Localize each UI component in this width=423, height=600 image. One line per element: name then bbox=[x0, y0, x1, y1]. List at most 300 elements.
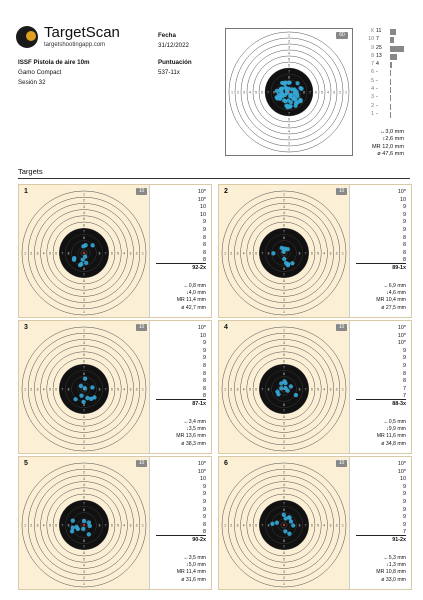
ring-number: 7 bbox=[261, 387, 264, 392]
ring-number: 1 bbox=[83, 582, 85, 587]
shot-score: 10* bbox=[397, 325, 406, 331]
ring-number: 1 bbox=[142, 387, 144, 392]
series-stat: ↓4,0 mm bbox=[186, 290, 206, 297]
ring-number: 7 bbox=[309, 90, 311, 95]
ring-number: 2 bbox=[283, 304, 285, 308]
ring-number: 7 bbox=[283, 229, 285, 234]
ring-number: 2 bbox=[283, 470, 285, 475]
score-panel bbox=[150, 457, 211, 589]
ring-number: 5 bbox=[83, 285, 85, 290]
histogram-row bbox=[366, 103, 410, 111]
score-panel bbox=[350, 457, 411, 589]
ring-number: 4 bbox=[327, 90, 329, 95]
ring-number: 4 bbox=[42, 251, 45, 256]
series-stat: ø 33,0 mm bbox=[381, 576, 406, 583]
ring-number: 3 bbox=[283, 297, 285, 302]
target-svg bbox=[219, 185, 349, 317]
ring-number: 2 bbox=[288, 141, 290, 146]
shot-score: 10 bbox=[200, 332, 206, 339]
target-number: 1 bbox=[24, 188, 28, 195]
shot-mark bbox=[288, 104, 292, 108]
ring-number: 2 bbox=[230, 251, 233, 256]
target-face bbox=[219, 457, 350, 589]
shot-mark bbox=[79, 394, 83, 398]
ring-number: 8 bbox=[267, 387, 270, 392]
ring-number: 5 bbox=[49, 387, 51, 392]
ring-number: 2 bbox=[30, 387, 33, 392]
date-label: Fecha bbox=[158, 32, 176, 39]
ring-number: 6 bbox=[315, 90, 317, 95]
shot-score: 8 bbox=[403, 249, 406, 256]
ring-number: 7 bbox=[288, 111, 290, 116]
series-stat: MR 13,6 mm bbox=[176, 433, 206, 440]
ring-number: 6 bbox=[111, 251, 113, 256]
ring-number: 5 bbox=[255, 90, 257, 95]
shot-score: 10 bbox=[200, 204, 206, 211]
ring-number: 8 bbox=[83, 266, 85, 271]
ring-number: 4 bbox=[283, 483, 285, 487]
target-face bbox=[19, 321, 150, 453]
shot-scores bbox=[398, 461, 406, 537]
ring-number: 5 bbox=[283, 557, 285, 562]
histogram-tick bbox=[390, 95, 391, 101]
ring-number: 6 bbox=[255, 523, 257, 528]
ring-number: 2 bbox=[335, 251, 338, 256]
ring-number: 8 bbox=[98, 523, 101, 528]
ring-number: 5 bbox=[83, 353, 85, 358]
ring-number: 2 bbox=[339, 90, 341, 95]
ring-number: 7 bbox=[267, 90, 269, 95]
ring-number: 5 bbox=[117, 523, 119, 528]
series-stat: ↓9,9 mm bbox=[386, 426, 406, 433]
histogram-label: 2 bbox=[371, 102, 374, 109]
targets-heading: Targets bbox=[18, 167, 43, 176]
ring-number: 5 bbox=[83, 489, 85, 494]
ring-number: 8 bbox=[283, 402, 285, 407]
shot-mark bbox=[290, 261, 294, 265]
ring-number: 3 bbox=[329, 251, 332, 256]
ring-number: 1 bbox=[342, 251, 344, 256]
shot-score: 9 bbox=[203, 498, 206, 505]
ring-number: 6 bbox=[83, 279, 85, 284]
target-card-6[interactable] bbox=[218, 456, 412, 590]
shot-mark bbox=[282, 513, 286, 517]
shot-mark bbox=[278, 94, 282, 98]
ring-number: 1 bbox=[83, 328, 85, 333]
shot-mark bbox=[81, 244, 85, 248]
histogram-count: 11 bbox=[376, 28, 382, 34]
ring-number: 3 bbox=[83, 204, 85, 209]
shot-score: 8 bbox=[203, 529, 206, 536]
shot-score: 8 bbox=[203, 249, 206, 256]
ring-number: 8 bbox=[298, 523, 301, 528]
ring-number: 3 bbox=[36, 251, 39, 256]
ring-number: 3 bbox=[236, 523, 239, 528]
shot-score: 9 bbox=[403, 521, 406, 528]
ring-number: 1 bbox=[224, 387, 226, 392]
histogram-row bbox=[366, 86, 410, 94]
shot-mark bbox=[290, 87, 294, 91]
series-stat: ↓5,0 mm bbox=[186, 562, 206, 569]
shot-score: 8 bbox=[203, 234, 206, 241]
ring-number: 2 bbox=[335, 387, 338, 392]
ring-number: 8 bbox=[267, 251, 270, 256]
shot-mark bbox=[84, 261, 88, 265]
ring-number: 5 bbox=[117, 251, 119, 256]
ring-number: 7 bbox=[83, 273, 85, 277]
ring-number: 2 bbox=[283, 334, 285, 339]
ring-number: 8 bbox=[83, 538, 85, 543]
ring-number: 2 bbox=[30, 523, 33, 528]
shot-count-badge: 10 bbox=[136, 188, 147, 195]
ring-number: 1 bbox=[24, 387, 26, 392]
series-total: 92-2x bbox=[156, 263, 206, 271]
ring-number: 5 bbox=[283, 217, 285, 222]
shot-mark bbox=[70, 529, 74, 533]
series-stats bbox=[177, 555, 206, 584]
ring-number: 2 bbox=[283, 440, 285, 444]
ring-number: 6 bbox=[83, 223, 85, 228]
shot-scores bbox=[198, 461, 206, 537]
histogram-count: 4 bbox=[376, 61, 379, 68]
ring-number: 4 bbox=[42, 523, 45, 528]
ring-number: 7 bbox=[283, 501, 285, 506]
series-total: 87-1x bbox=[156, 399, 206, 407]
ring-number: 1 bbox=[283, 464, 285, 469]
ring-number: 4 bbox=[283, 347, 285, 351]
ring-number: 7 bbox=[83, 229, 85, 234]
shot-mark bbox=[287, 532, 291, 536]
series-stat: ↓4,6 mm bbox=[386, 290, 406, 297]
ring-number: 8 bbox=[273, 90, 275, 95]
shot-score: 10* bbox=[397, 332, 406, 339]
ring-number: 5 bbox=[283, 285, 285, 290]
shot-count-badge: 10 bbox=[136, 460, 147, 467]
ring-number: 1 bbox=[83, 464, 85, 469]
series-stat: MR 11,4 mm bbox=[176, 297, 206, 304]
target-card-1[interactable] bbox=[18, 184, 212, 318]
ring-number: 2 bbox=[83, 334, 85, 339]
target-svg bbox=[19, 457, 149, 589]
target-number: 6 bbox=[224, 460, 228, 467]
shot-mark bbox=[279, 87, 283, 91]
shot-mark bbox=[81, 400, 85, 404]
series-stat: ←3,5 mm bbox=[183, 555, 206, 561]
ring-number: 7 bbox=[61, 251, 64, 256]
histogram-tick bbox=[390, 70, 391, 76]
target-card-5[interactable] bbox=[18, 456, 212, 590]
ring-number: 8 bbox=[283, 538, 285, 543]
ring-number: 6 bbox=[283, 223, 285, 228]
shot-score: 10 bbox=[400, 196, 406, 203]
histogram-label: 10 bbox=[368, 36, 374, 43]
series-total: 89-1x bbox=[356, 263, 406, 271]
ring-number: 2 bbox=[230, 387, 233, 392]
ring-number: 3 bbox=[283, 569, 285, 574]
shot-mark bbox=[267, 522, 274, 528]
target-card-4[interactable] bbox=[218, 320, 412, 454]
ring-number: 6 bbox=[311, 387, 313, 392]
shot-mark bbox=[298, 86, 302, 90]
histogram-label: 3 bbox=[371, 94, 374, 101]
shot-score: 8 bbox=[403, 378, 406, 385]
histogram-label: 1 bbox=[371, 110, 374, 117]
ring-number: 2 bbox=[30, 251, 33, 256]
shot-score: 9 bbox=[403, 498, 406, 505]
ring-number: 1 bbox=[142, 251, 144, 256]
ring-number: 5 bbox=[83, 217, 85, 222]
shot-score: 10 bbox=[200, 476, 206, 483]
ring-number: 5 bbox=[283, 353, 285, 358]
ring-number: 7 bbox=[304, 387, 307, 392]
ring-number: 1 bbox=[342, 387, 344, 392]
ring-number: 2 bbox=[135, 523, 138, 528]
shot-mark bbox=[289, 100, 293, 104]
ring-number: 3 bbox=[283, 476, 285, 481]
ring-number: 5 bbox=[283, 489, 285, 494]
ring-number: 4 bbox=[83, 211, 85, 215]
ring-number: 8 bbox=[283, 507, 285, 512]
shot-mark bbox=[83, 386, 87, 390]
series-stat: MR 10,8 mm bbox=[376, 569, 406, 576]
target-svg bbox=[219, 457, 349, 589]
ring-number: 8 bbox=[83, 507, 85, 512]
series-stat: MR 11,4 mm bbox=[176, 569, 206, 576]
histogram-count: - bbox=[376, 69, 378, 76]
ring-number: 6 bbox=[111, 387, 113, 392]
ring-number: 2 bbox=[135, 251, 138, 256]
ring-number: 4 bbox=[249, 90, 251, 95]
histogram-tick bbox=[390, 112, 391, 118]
ring-number: 1 bbox=[288, 33, 290, 38]
stat-mean-radius: MR 12,0 mm bbox=[371, 143, 404, 150]
shot-mark bbox=[286, 263, 290, 267]
center-dot bbox=[83, 252, 85, 254]
shot-score: 8 bbox=[203, 521, 206, 528]
shot-score: 10* bbox=[197, 461, 206, 467]
ring-number: 2 bbox=[230, 523, 233, 528]
shot-score: 9 bbox=[403, 211, 406, 218]
ring-number: 1 bbox=[283, 328, 285, 333]
shot-score: 8 bbox=[203, 257, 206, 264]
ring-number: 8 bbox=[83, 371, 85, 376]
stat-horizontal: ↔3,0 mm bbox=[379, 129, 404, 135]
histogram-row bbox=[366, 69, 410, 77]
ring-number: 6 bbox=[83, 415, 85, 420]
ring-number: 1 bbox=[283, 310, 285, 315]
ring-number: 3 bbox=[236, 251, 239, 256]
ring-number: 5 bbox=[49, 523, 51, 528]
ring-number: 4 bbox=[283, 211, 285, 215]
ring-number: 7 bbox=[104, 251, 107, 256]
shot-score: 8 bbox=[203, 378, 206, 385]
shot-score: 9 bbox=[203, 514, 206, 521]
summary-stats bbox=[352, 129, 404, 158]
shot-score: 9 bbox=[403, 514, 406, 521]
histogram-count: - bbox=[376, 102, 378, 109]
ring-number: 6 bbox=[261, 90, 263, 95]
shot-mark bbox=[87, 520, 91, 524]
ring-number: 7 bbox=[261, 523, 264, 528]
shot-count-badge: 60 bbox=[336, 32, 348, 39]
ring-number: 3 bbox=[129, 387, 132, 392]
ring-number: 4 bbox=[83, 291, 85, 296]
ring-number: 8 bbox=[83, 235, 85, 240]
ring-number: 5 bbox=[321, 90, 323, 95]
histogram-row bbox=[366, 61, 410, 69]
shot-score: 9 bbox=[403, 204, 406, 211]
ring-number: 7 bbox=[304, 251, 307, 256]
series-stat: MR 11,6 mm bbox=[376, 433, 406, 440]
histogram-count: 13 bbox=[376, 52, 382, 59]
shot-mark bbox=[296, 100, 300, 104]
ring-number: 4 bbox=[83, 427, 85, 432]
target-card-2[interactable] bbox=[218, 184, 412, 318]
shot-score: 9 bbox=[203, 226, 206, 233]
shot-score: 8 bbox=[403, 242, 406, 249]
ring-number: 5 bbox=[49, 251, 51, 256]
ring-number: 7 bbox=[83, 365, 85, 370]
histogram-label: 9 bbox=[371, 44, 374, 51]
shot-mark bbox=[285, 91, 289, 95]
shot-score: 9 bbox=[203, 506, 206, 513]
shot-score: 9 bbox=[403, 355, 406, 362]
shot-mark bbox=[285, 388, 289, 392]
histogram-count: 7 bbox=[376, 36, 379, 43]
ring-number: 3 bbox=[83, 569, 85, 574]
series-stat: ←0,5 mm bbox=[383, 419, 406, 425]
shot-score: 7 bbox=[403, 529, 406, 536]
score-histogram bbox=[366, 28, 410, 119]
shot-score: 7 bbox=[403, 385, 406, 392]
ring-number: 4 bbox=[323, 523, 326, 528]
ring-number: 3 bbox=[129, 251, 132, 256]
score-label: Puntuación bbox=[158, 59, 192, 66]
shot-mark bbox=[87, 532, 91, 536]
histogram-count: 25 bbox=[376, 44, 382, 51]
ring-number: 8 bbox=[283, 371, 285, 376]
ring-number: 5 bbox=[83, 421, 85, 426]
ring-number: 1 bbox=[142, 523, 144, 528]
histogram-row bbox=[366, 53, 410, 61]
ring-number: 2 bbox=[83, 470, 85, 475]
ring-number: 1 bbox=[224, 523, 226, 528]
series-total: 90-2x bbox=[156, 535, 206, 543]
date-value: 31/12/2022 bbox=[158, 42, 189, 49]
series-stats bbox=[177, 283, 206, 312]
stat-diameter: ø 47,6 mm bbox=[377, 150, 404, 157]
histogram-label: 5 bbox=[371, 77, 374, 84]
series-total: 91-2x bbox=[356, 535, 406, 543]
ring-number: 3 bbox=[288, 135, 290, 140]
ring-number: 4 bbox=[242, 523, 245, 528]
series-stat: ←6,9 mm bbox=[383, 283, 406, 289]
ring-number: 6 bbox=[111, 523, 113, 528]
ring-number: 6 bbox=[311, 523, 313, 528]
shot-score: 9 bbox=[203, 483, 206, 490]
shot-mark bbox=[85, 396, 89, 400]
ring-number: 2 bbox=[283, 198, 285, 203]
ring-number: 7 bbox=[61, 387, 64, 392]
ring-number: 4 bbox=[323, 251, 326, 256]
histogram-row bbox=[366, 45, 410, 53]
ring-number: 8 bbox=[267, 523, 270, 528]
shot-mark bbox=[275, 89, 279, 93]
series-stat: ø 42,7 mm bbox=[181, 304, 206, 311]
ring-number: 6 bbox=[55, 387, 57, 392]
logo-dot-icon bbox=[26, 31, 36, 41]
shot-score: 8 bbox=[203, 362, 206, 369]
score-panel bbox=[150, 321, 211, 453]
histogram-bar bbox=[390, 46, 404, 52]
ring-number: 4 bbox=[42, 387, 45, 392]
ring-number: 3 bbox=[283, 204, 285, 209]
histogram-count: - bbox=[376, 77, 378, 84]
shot-score: 10* bbox=[197, 468, 206, 475]
ring-number: 5 bbox=[283, 421, 285, 426]
histogram-label: X bbox=[370, 28, 374, 34]
target-svg bbox=[19, 185, 149, 317]
shot-mark bbox=[73, 397, 77, 401]
ring-number: 6 bbox=[283, 279, 285, 284]
ring-number: 4 bbox=[283, 427, 285, 432]
target-face bbox=[19, 185, 150, 317]
histogram-row bbox=[366, 36, 410, 44]
ring-number: 8 bbox=[283, 235, 285, 240]
shot-mark bbox=[90, 243, 94, 247]
shot-score: 10* bbox=[397, 468, 406, 475]
ring-number: 1 bbox=[288, 147, 290, 152]
target-number: 4 bbox=[224, 324, 228, 331]
series-stat: ø 34,8 mm bbox=[381, 440, 406, 447]
ring-number: 8 bbox=[303, 90, 305, 95]
shot-count-badge: 10 bbox=[336, 460, 347, 467]
target-number: 2 bbox=[224, 188, 228, 195]
shot-mark bbox=[72, 257, 76, 261]
histogram-count: - bbox=[376, 86, 378, 93]
ring-number: 6 bbox=[288, 117, 290, 122]
ring-number: 3 bbox=[329, 523, 332, 528]
ring-number: 4 bbox=[288, 129, 290, 134]
shot-score: 8 bbox=[203, 393, 206, 400]
gun: Gamo Compact bbox=[18, 69, 62, 76]
shot-mark bbox=[279, 381, 283, 385]
shot-mark bbox=[92, 395, 96, 399]
ring-number: 8 bbox=[67, 523, 70, 528]
score-panel bbox=[350, 321, 411, 453]
ring-number: 4 bbox=[123, 523, 126, 528]
ring-number: 7 bbox=[283, 273, 285, 277]
brand-url: targetshootingapp.com bbox=[44, 42, 106, 48]
ring-number: 3 bbox=[329, 387, 332, 392]
target-card-3[interactable] bbox=[18, 320, 212, 454]
series-stats bbox=[376, 283, 406, 312]
shot-mark bbox=[274, 95, 278, 99]
shot-mark bbox=[292, 93, 296, 97]
target-svg bbox=[219, 321, 349, 453]
series-stat: ←5,3 mm bbox=[383, 555, 406, 561]
ring-number: 7 bbox=[83, 501, 85, 506]
series-stat: MR 10,4 mm bbox=[376, 297, 406, 304]
ring-number: 3 bbox=[83, 476, 85, 481]
shot-score: 10 bbox=[400, 476, 406, 483]
ring-number: 8 bbox=[298, 387, 301, 392]
shot-score: 9 bbox=[203, 347, 206, 354]
shot-mark bbox=[90, 385, 94, 389]
ring-number: 4 bbox=[242, 387, 245, 392]
ring-number: 3 bbox=[36, 523, 39, 528]
ring-number: 6 bbox=[83, 551, 85, 556]
